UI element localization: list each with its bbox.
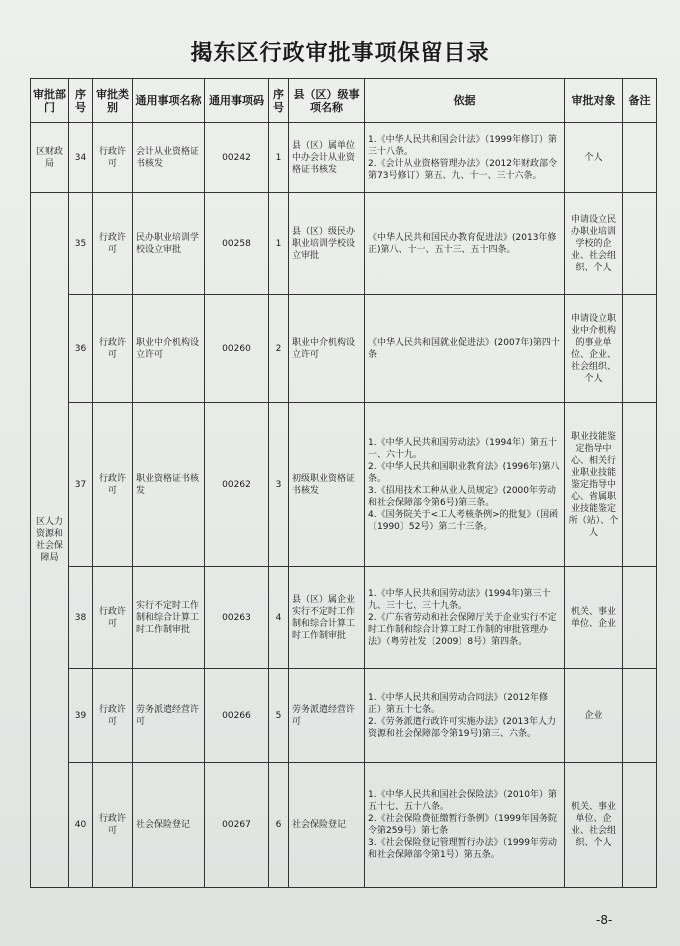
county-name-cell: 初级职业资格证书核发: [289, 403, 365, 567]
header-code: 通用事项码: [205, 79, 269, 123]
basis-cell: 1.《中华人民共和国会计法》（1999年修订）第三十八条。 2.《会计从业资格管理办法》（2012年财政部令第73号修订）第五、九、十一、三十六条。: [365, 123, 565, 193]
code-cell: 00266: [205, 669, 269, 763]
code-cell: 00260: [205, 295, 269, 403]
sub-no-cell: 3: [269, 403, 289, 567]
header-county-name: 县（区）级事项名称: [289, 79, 365, 123]
header-dept: 审批部门: [31, 79, 69, 123]
county-name-cell: 县（区）属企业实行不定时工作制和综合计算工时工作制审批: [289, 567, 365, 669]
code-cell: 00242: [205, 123, 269, 193]
general-name-cell: 会计从业资格证书核发: [133, 123, 205, 193]
basis-cell: 1.《中华人民共和国劳动法》（1994年）第五十一、六十九。 2.《中华人民共和国职业教育法》(1996年)第八条。 3.《招用技术工种从业人员规定》(2000年劳动和社会保障部令第6号)第三条。 4.《国务院关于<工人考核条例>的批复》（国函〔1990〕52号）第二十三条。: [365, 403, 565, 567]
general-name-cell: 社会保险登记: [133, 763, 205, 888]
page-title: 揭东区行政审批事项保留目录: [190, 40, 490, 66]
target-cell: 企业: [565, 669, 623, 763]
general-name-cell: 实行不定时工作制和综合计算工时工作制审批: [133, 567, 205, 669]
county-name-cell: 职业中介机构设立许可: [289, 295, 365, 403]
header-note: 备注: [623, 79, 657, 123]
sub-no-cell: 2: [269, 295, 289, 403]
category-cell: 行政许可: [93, 295, 133, 403]
category-cell: 行政许可: [93, 567, 133, 669]
header-no: 序号: [69, 79, 93, 123]
sub-no-cell: 1: [269, 123, 289, 193]
county-name-cell: 县（区）级民办职业培训学校设立审批: [289, 193, 365, 295]
note-cell: [623, 763, 657, 888]
table-row: [31, 403, 657, 567]
code-cell: 00267: [205, 763, 269, 888]
category-cell: 行政许可: [93, 123, 133, 193]
general-name-cell: 民办职业培训学校设立审批: [133, 193, 205, 295]
target-cell: 职业技能鉴定指导中心、相关行业职业技能鉴定指导中心、省属职业技能鉴定所（站）、个人: [565, 403, 623, 567]
sub-no-cell: 1: [269, 193, 289, 295]
code-cell: 00258: [205, 193, 269, 295]
no-cell: 36: [69, 295, 93, 403]
target-cell: 机关、事业单位、企业: [565, 567, 623, 669]
table-row: [31, 193, 657, 295]
table-row: [31, 123, 657, 193]
sub-no-cell: 6: [269, 763, 289, 888]
basis-cell: 1.《中华人民共和国劳动合同法》（2012年修正）第五十七条。 2.《劳务派遣行政许可实施办法》(2013年人力资源和社会保障部令第19号)第三、六条。: [365, 669, 565, 763]
no-cell: 37: [69, 403, 93, 567]
no-cell: 34: [69, 123, 93, 193]
category-cell: 行政许可: [93, 193, 133, 295]
header-general-name: 通用事项名称: [133, 79, 205, 123]
code-cell: 00263: [205, 567, 269, 669]
category-cell: 行政许可: [93, 669, 133, 763]
code-cell: 00262: [205, 403, 269, 567]
county-name-cell: 社会保险登记: [289, 763, 365, 888]
dept-cell: 区人力资源和社会保障局: [31, 193, 69, 888]
no-cell: 40: [69, 763, 93, 888]
sub-no-cell: 4: [269, 567, 289, 669]
table-row: [31, 567, 657, 669]
table-header-row: [31, 79, 657, 123]
general-name-cell: 职业资格证书核发: [133, 403, 205, 567]
basis-cell: 《中华人民共和国民办教育促进法》(2013年修正)第八、十一、五十三、五十四条。: [365, 193, 565, 295]
table-row: [31, 669, 657, 763]
header-basis: 依据: [365, 79, 565, 123]
target-cell: 机关、事业单位、企业、社会组织、个人: [565, 763, 623, 888]
note-cell: [623, 669, 657, 763]
county-name-cell: 县（区）属单位中办会计从业资格证书核发: [289, 123, 365, 193]
county-name-cell: 劳务派遣经营许可: [289, 669, 365, 763]
category-cell: 行政许可: [93, 403, 133, 567]
table-row: [31, 295, 657, 403]
target-cell: 个人: [565, 123, 623, 193]
basis-cell: 《中华人民共和国就业促进法》(2007年)第四十条: [365, 295, 565, 403]
header-category: 审批类别: [93, 79, 133, 123]
approval-items-table: [30, 78, 657, 888]
category-cell: 行政许可: [93, 763, 133, 888]
general-name-cell: 职业中介机构设立许可: [133, 295, 205, 403]
note-cell: [623, 295, 657, 403]
note-cell: [623, 193, 657, 295]
note-cell: [623, 567, 657, 669]
no-cell: 39: [69, 669, 93, 763]
basis-cell: 1.《中华人民共和国社会保险法》（2010年）第五十七、五十八条。 2.《社会保险费征缴暂行条例》（1999年国务院令第259号）第七条 3.《社会保险登记管理暂行办法》（1999年劳动和社会保障部令第1号）第五条。: [365, 763, 565, 888]
no-cell: 38: [69, 567, 93, 669]
no-cell: 35: [69, 193, 93, 295]
general-name-cell: 劳务派遣经营许可: [133, 669, 205, 763]
table-row: [31, 763, 657, 888]
note-cell: [623, 123, 657, 193]
page-number: -8-: [596, 913, 613, 927]
target-cell: 申请设立民办职业培训学校的企业、社会组织、个人: [565, 193, 623, 295]
header-target: 审批对象: [565, 79, 623, 123]
sub-no-cell: 5: [269, 669, 289, 763]
target-cell: 申请设立职业中介机构的事业单位、企业、社会组织、个人: [565, 295, 623, 403]
dept-cell: 区财政局: [31, 123, 69, 193]
header-sub-no: 序号: [269, 79, 289, 123]
note-cell: [623, 403, 657, 567]
basis-cell: 1.《中华人民共和国劳动法》(1994年)第三十九、三十七、三十九条。 2.《广东省劳动和社会保障厅关于企业实行不定时工作制和综合计算工时工作制的审批管理办法》（粤劳社发〔2009〕8号）第四条。: [365, 567, 565, 669]
